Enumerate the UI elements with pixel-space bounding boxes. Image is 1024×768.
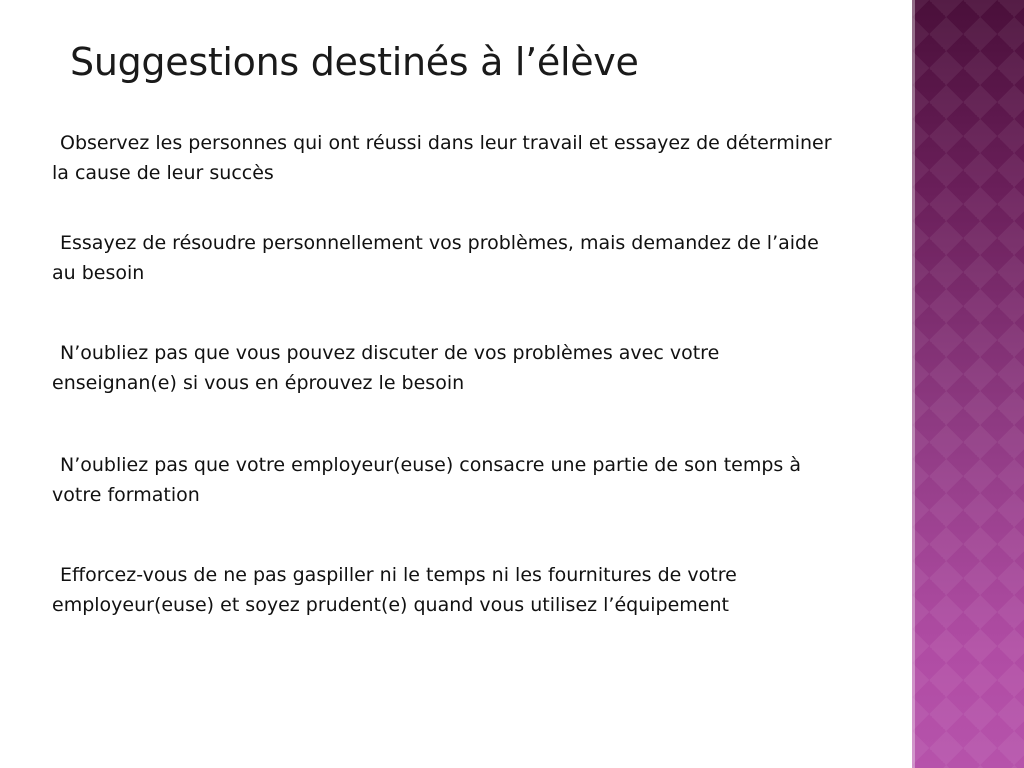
bullet-item: Efforcez-vous de ne pas gaspiller ni le temps ni les fournitures de votre employeur(euse) et soyez prudent(e) quand vous utilisez l’équipement	[52, 564, 737, 616]
slide-title: Suggestions destinés à l’élève	[70, 40, 639, 84]
decorative-side-band	[912, 0, 1024, 768]
bullet-list	[52, 128, 842, 620]
band-edge	[912, 0, 915, 768]
bullet-item: Essayez de résoudre personnellement vos problèmes, mais demandez de l’aide au besoin	[52, 232, 819, 284]
diamond-pattern	[912, 0, 1024, 768]
bullet-item: N’oubliez pas que vous pouvez discuter de vos problèmes avec votre enseignan(e) si vous en éprouvez le besoin	[52, 342, 720, 394]
bullet-item: N’oubliez pas que votre employeur(euse) consacre une partie de son temps à votre formation	[52, 454, 801, 506]
bullet-item: Observez les personnes qui ont réussi dans leur travail et essayez de déterminer la cause de leur succès	[52, 132, 832, 184]
